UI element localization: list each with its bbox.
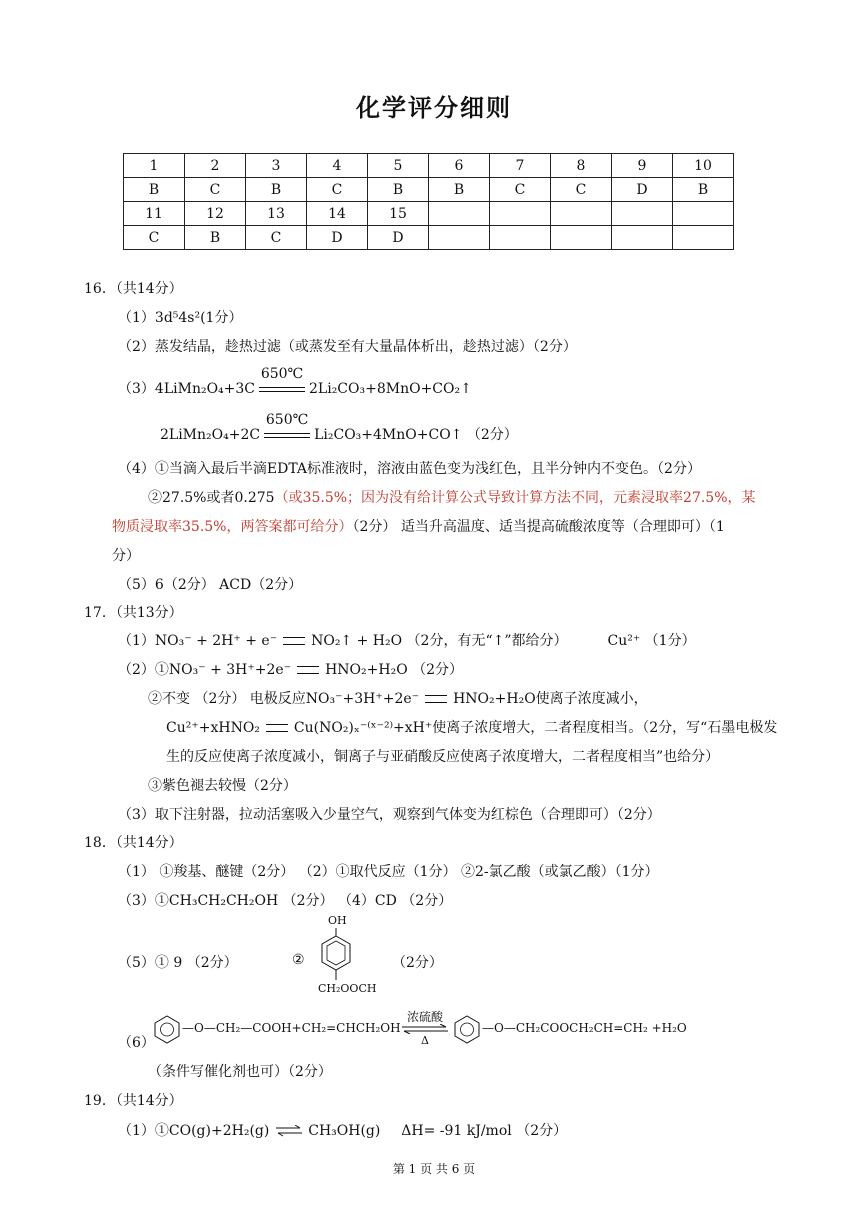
- q16-part4-2-cont: [112, 516, 725, 536]
- q16-heading: 16．（共14分）: [84, 281, 183, 297]
- table-cell: 7: [490, 154, 551, 178]
- table-cell: 14: [307, 202, 368, 226]
- table-cell: 15: [368, 202, 429, 226]
- table-cell: D: [612, 178, 673, 202]
- table-cell: [490, 202, 551, 226]
- heat-label: Δ: [421, 1034, 429, 1047]
- table-row: [124, 154, 734, 178]
- table-cell: [612, 202, 673, 226]
- q16-part3-label: （3）: [118, 381, 155, 397]
- page-title: 化学评分细则: [356, 93, 512, 122]
- equilibrium-arrow-icon: [402, 1024, 448, 1034]
- table-cell: 8: [551, 154, 612, 178]
- eq2-right: Li₂CO₃+4MnO+CO↑ （2分）: [314, 427, 518, 443]
- q19-right: CH₃OH(g): [308, 1123, 381, 1139]
- q17-2-2-left: ②不变 （2分） 电极反应NO₃⁻+3H⁺+2e⁻: [148, 691, 420, 707]
- table-cell: C: [551, 178, 612, 202]
- q17-1-right: NO₂↑ + H₂O （2分，有无“↑”都给分）: [311, 633, 568, 649]
- para-hydroxy-formate-structure: [318, 914, 382, 998]
- q18-part5-2-score: （2分）: [392, 955, 443, 971]
- table-cell: B: [429, 178, 490, 202]
- struct-formate-label: CH₂OOCH: [318, 982, 377, 995]
- q16-eq2: [160, 412, 518, 444]
- table-cell: C: [124, 226, 185, 250]
- table-cell: C: [490, 178, 551, 202]
- q17-part2-2-eq: [166, 717, 777, 737]
- q16-part5: （5）6（2分） ACD（2分）: [118, 577, 303, 593]
- phenyl-ring-icon: [152, 1014, 182, 1044]
- table-cell: [551, 202, 612, 226]
- table-cell: B: [368, 178, 429, 202]
- table-cell: B: [673, 178, 734, 202]
- q17-part1: [118, 630, 696, 650]
- table-cell: [673, 226, 734, 250]
- reversible-arrow: [402, 1012, 448, 1046]
- page-footer: 第 1 页 共 6 页: [392, 1162, 476, 1176]
- table-row: [124, 178, 734, 202]
- q17-part2-3: ③紫色褪去较慢（2分）: [148, 778, 297, 794]
- q16-part2: （2）蒸发结晶，趁热过滤（或蒸发至有大量晶体析出，趁热过滤）（2分）: [118, 339, 577, 355]
- eq1-arrow: [259, 366, 305, 396]
- table-cell: 13: [246, 202, 307, 226]
- q17-heading: 17．（共13分）: [84, 605, 183, 621]
- table-cell: C: [185, 178, 246, 202]
- table-cell: B: [185, 226, 246, 250]
- q18-part5-2: ②: [292, 952, 305, 968]
- table-cell: [612, 226, 673, 250]
- product-chain: —O—CH₂COOCH₂CH=CH₂ +H₂O: [482, 1021, 687, 1035]
- table-cell: 12: [185, 202, 246, 226]
- q17-part2-2-note: 生的反应使离子浓度减小，铜离子与亚硝酸反应使离子浓度增大，二者程度相当”也给分）: [166, 749, 720, 765]
- table-cell: [429, 226, 490, 250]
- eq1-left: 4LiMn₂O₄+3C: [154, 381, 256, 397]
- q19-heading: 19．（共14分）: [84, 1093, 183, 1109]
- table-cell: 3: [246, 154, 307, 178]
- table-cell: D: [307, 226, 368, 250]
- answer-text: ②27.5%或者0.275: [148, 490, 275, 506]
- table-cell: 4: [307, 154, 368, 178]
- table-row: [124, 202, 734, 226]
- table-cell: 6: [429, 154, 490, 178]
- equilibrium-arrow-icon: [276, 1125, 302, 1137]
- eq1-condition: 650℃: [260, 366, 304, 382]
- table-cell: 11: [124, 202, 185, 226]
- table-cell: D: [368, 226, 429, 250]
- q18-parts3-4: （3）①CH₃CH₂CH₂OH （2分） （4）CD （2分）: [118, 893, 453, 909]
- q16-part4: （4）①当滴入最后半滴EDTA标准液时，溶液由蓝色变为浅红色，且半分钟内不变色。（2分）: [118, 461, 701, 477]
- eq2-left: 2LiMn₂O₄+2C: [160, 427, 261, 443]
- table-row: [124, 226, 734, 250]
- table-cell: 5: [368, 154, 429, 178]
- benzene-ring-icon: [318, 928, 358, 982]
- q16-part4-2: [148, 487, 756, 507]
- reactant-chain: —O—CH₂—COOH+CH₂=CHCH₂OH: [182, 1021, 401, 1035]
- equals-sign: [297, 666, 319, 674]
- table-cell: C: [246, 226, 307, 250]
- answer-text-cont: （2分） 适当升高温度、适当提高硫酸浓度等（合理即可）（1: [352, 519, 725, 535]
- equals-sign: [425, 695, 447, 703]
- grading-note-cont: 物质浸取率35.5%，两答案都可给分）: [112, 519, 353, 535]
- table-cell: 2: [185, 154, 246, 178]
- table-cell: B: [124, 178, 185, 202]
- catalyst-label: 浓硫酸: [406, 1010, 443, 1024]
- q18-heading: 18．（共14分）: [84, 835, 183, 851]
- q17-part3: （3）取下注射器，拉动活塞吸入少量空气，观察到气体变为红棕色（合理即可）（2分）: [118, 807, 661, 823]
- q16-part4-2-end: 分）: [112, 548, 140, 564]
- q17-1-left: （1）NO₃⁻ + 2H⁺ + e⁻: [118, 633, 278, 649]
- q17-part2-2: [148, 688, 648, 708]
- q18-part5: （5）① 9 （2分）: [118, 955, 238, 971]
- q17-part2: [118, 659, 463, 679]
- q17-1-extra: Cu²⁺ （1分）: [607, 633, 696, 649]
- grading-note: （或35.5%；因为没有给计算公式导致计算方法不同，元素浸取率27.5%，某: [274, 490, 756, 506]
- q16-part1: （1）3d⁵4s²(1分）: [118, 310, 243, 326]
- table-cell: B: [246, 178, 307, 202]
- table-cell: 10: [673, 154, 734, 178]
- q19-enthalpy: ΔH= -91 kJ/mol （2分）: [401, 1123, 568, 1139]
- answer-table: [123, 153, 734, 250]
- table-cell: [551, 226, 612, 250]
- q18-parts1-2: （1） ①羧基、醚键（2分） （2）①取代反应（1分） ②2-氯乙酸（或氯乙酸）（1分）: [118, 864, 659, 880]
- q18-part6-label: （6）: [118, 1035, 155, 1051]
- equals-sign: [283, 637, 305, 645]
- equals-sign: [266, 724, 288, 732]
- table-cell: 1: [124, 154, 185, 178]
- q17-eq-right: Cu(NO₂)ₓ⁻⁽ˣ⁻²⁾+xH⁺使离子浓度增大，二者程度相当。（2分，写“石墨电极发: [293, 720, 778, 736]
- q17-2-left: （2）①NO₃⁻ + 3H⁺+2e⁻: [118, 662, 292, 678]
- q17-2-right: HNO₂+H₂O （2分）: [325, 662, 464, 678]
- table-cell: [673, 202, 734, 226]
- struct-oh-label: OH: [328, 914, 347, 927]
- eq2-condition: 650℃: [265, 412, 309, 428]
- eq1-right: 2Li₂CO₃+8MnO+CO₂↑: [309, 381, 472, 397]
- q18-part6-note: （条件写催化剂也可）（2分）: [148, 1064, 332, 1080]
- table-cell: [490, 226, 551, 250]
- eq2-arrow: [264, 412, 310, 442]
- q17-eq-left: Cu²⁺+xHNO₂: [166, 720, 260, 736]
- q19-left: （1）①CO(g)+2H₂(g): [118, 1123, 270, 1139]
- q18-part6-equation: [152, 1012, 782, 1048]
- table-cell: C: [307, 178, 368, 202]
- q16-eq1: [118, 366, 472, 398]
- table-cell: 9: [612, 154, 673, 178]
- q17-2-2-right: HNO₂+H₂O使离子浓度减小，: [453, 691, 648, 707]
- phenyl-ring-icon: [452, 1014, 482, 1044]
- q19-part1: [118, 1120, 567, 1140]
- table-cell: [429, 202, 490, 226]
